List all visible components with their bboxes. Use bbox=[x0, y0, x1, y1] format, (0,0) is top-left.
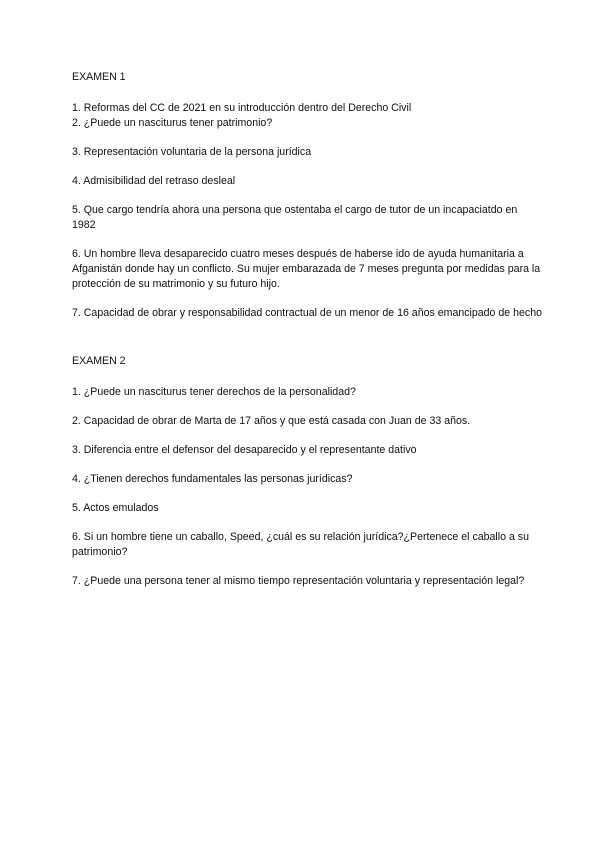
exam-2-question-7: 7. ¿Puede una persona tener al mismo tiempo representación voluntaria y representación legal? bbox=[72, 575, 525, 587]
exam-1-question-1: 1. Reformas del CC de 2021 en su introducción dentro del Derecho Civil bbox=[72, 102, 412, 114]
document-page bbox=[72, 70, 542, 603]
exam-1-question-7: 7. Capacidad de obrar y responsabilidad contractual de un menor de 16 años emancipado de hecho bbox=[72, 307, 542, 319]
exam-2-title: EXAMEN 2 bbox=[72, 355, 126, 367]
exam-1-question-3: 3. Representación voluntaria de la persona jurídica bbox=[72, 146, 312, 158]
exam-2-question-2: 2. Capacidad de obrar de Marta de 17 años y que está casada con Juan de 33 años. bbox=[72, 415, 471, 427]
exam-2-question-1: 1. ¿Puede un nasciturus tener derechos de la personalidad? bbox=[72, 386, 356, 398]
exam-1-section bbox=[72, 70, 542, 321]
exam-1-question-5: 5. Que cargo tendría ahora una persona que ostentaba el cargo de tutor de un incapaciatdo en 1982 bbox=[72, 204, 518, 231]
exam-1-question-6: 6. Un hombre lleva desaparecido cuatro meses después de haberse ido de ayuda humanitaria a Afganistán donde hay un conflicto. Su mujer embarazada de 7 meses pregunta por medidas para la protección de su matrimonio y su futuro hijo. bbox=[72, 248, 541, 290]
exam-2-question-3: 3. Diferencia entre el defensor del desaparecido y el representante dativo bbox=[72, 444, 417, 456]
exam-1-question-4: 4. Admisibilidad del retraso desleal bbox=[72, 175, 236, 187]
exam-2-question-5: 5. Actos emulados bbox=[72, 502, 159, 514]
exam-1-title: EXAMEN 1 bbox=[72, 71, 126, 83]
exam-1-question-2: 2. ¿Puede un nasciturus tener patrimonio? bbox=[72, 117, 273, 129]
exam-2-question-4: 4. ¿Tienen derechos fundamentales las personas jurídicas? bbox=[72, 473, 353, 485]
exam-2-question-6: 6. Si un hombre tiene un caballo, Speed, ¿cuál es su relación jurídica?¿Pertenece el caballo a su patrimonio? bbox=[72, 531, 529, 558]
exam-2-section bbox=[72, 354, 542, 589]
